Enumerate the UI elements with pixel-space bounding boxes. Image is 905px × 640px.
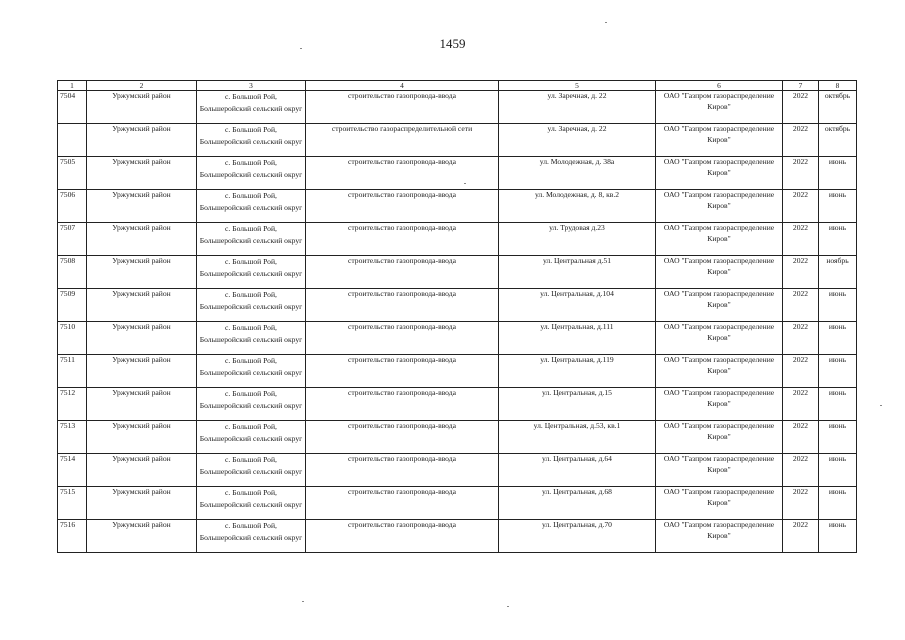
locality-cell: с. Большой Рой, Большеройский сельский округ — [197, 388, 306, 421]
month-cell: июнь — [819, 157, 857, 190]
locality-cell: с. Большой Рой, Большеройский сельский округ — [197, 289, 306, 322]
year-cell: 2022 — [783, 124, 819, 157]
work-type-cell: строительство газопровода-ввода — [306, 355, 499, 388]
month-cell: июнь — [819, 190, 857, 223]
district-cell: Уржумский район — [87, 520, 197, 553]
organization-cell: ОАО "Газпром газораспределение Киров" — [656, 91, 783, 124]
year-cell: 2022 — [783, 454, 819, 487]
locality-cell: с. Большой Рой, Большеройский сельский округ — [197, 520, 306, 553]
month-cell: июнь — [819, 454, 857, 487]
address-cell: ул. Центральная, д.68 — [499, 487, 656, 520]
work-type-cell: строительство газопровода-ввода — [306, 256, 499, 289]
locality-cell: с. Большой Рой, Большеройский сельский округ — [197, 124, 306, 157]
year-cell: 2022 — [783, 157, 819, 190]
locality-cell: с. Большой Рой, Большеройский сельский округ — [197, 454, 306, 487]
locality-cell: с. Большой Рой, Большеройский сельский округ — [197, 157, 306, 190]
register-table — [57, 80, 857, 553]
month-cell: октябрь — [819, 124, 857, 157]
year-cell: 2022 — [783, 520, 819, 553]
district-cell: Уржумский район — [87, 157, 197, 190]
address-cell: ул. Трудовая д.23 — [499, 223, 656, 256]
row-number: 7516 — [58, 520, 87, 553]
locality-cell: с. Большой Рой, Большеройский сельский округ — [197, 256, 306, 289]
locality-cell: с. Большой Рой, Большеройский сельский округ — [197, 91, 306, 124]
scan-speck — [464, 183, 466, 184]
scan-speck — [302, 601, 304, 602]
organization-cell: ОАО "Газпром газораспределение Киров" — [656, 289, 783, 322]
month-cell: июнь — [819, 388, 857, 421]
district-cell: Уржумский район — [87, 91, 197, 124]
month-cell: июнь — [819, 520, 857, 553]
locality-cell: с. Большой Рой, Большеройский сельский округ — [197, 355, 306, 388]
organization-cell: ОАО "Газпром газораспределение Киров" — [656, 322, 783, 355]
address-cell: ул. Молодежная, д. 8, кв.2 — [499, 190, 656, 223]
district-cell: Уржумский район — [87, 289, 197, 322]
work-type-cell: строительство газопровода-ввода — [306, 289, 499, 322]
month-cell: июнь — [819, 289, 857, 322]
month-cell: июнь — [819, 421, 857, 454]
address-cell: ул. Центральная, д.111 — [499, 322, 656, 355]
address-cell: ул. Заречная, д. 22 — [499, 91, 656, 124]
organization-cell: ОАО "Газпром газораспределение Киров" — [656, 190, 783, 223]
column-header-3: 3 — [197, 81, 306, 91]
work-type-cell: строительство газопровода-ввода — [306, 487, 499, 520]
work-type-cell: строительство газопровода-ввода — [306, 322, 499, 355]
work-type-cell: строительство газопровода-ввода — [306, 91, 499, 124]
organization-cell: ОАО "Газпром газораспределение Киров" — [656, 487, 783, 520]
organization-cell: ОАО "Газпром газораспределение Киров" — [656, 355, 783, 388]
address-cell: ул. Молодежная, д. 38а — [499, 157, 656, 190]
address-cell: ул. Центральная, д.64 — [499, 454, 656, 487]
address-cell: ул. Центральная, д.15 — [499, 388, 656, 421]
row-number: 7505 — [58, 157, 87, 190]
organization-cell: ОАО "Газпром газораспределение Киров" — [656, 223, 783, 256]
work-type-cell: строительство газопровода-ввода — [306, 454, 499, 487]
table-row — [58, 289, 857, 322]
district-cell: Уржумский район — [87, 355, 197, 388]
table-row — [58, 322, 857, 355]
table-row — [58, 190, 857, 223]
column-header-2: 2 — [87, 81, 197, 91]
address-cell: ул. Центральная, д.70 — [499, 520, 656, 553]
district-cell: Уржумский район — [87, 487, 197, 520]
work-type-cell: строительство газопровода-ввода — [306, 520, 499, 553]
address-cell: ул. Центральная д.51 — [499, 256, 656, 289]
table-header-row — [58, 81, 857, 91]
table-row — [58, 124, 857, 157]
month-cell: июнь — [819, 322, 857, 355]
month-cell: июнь — [819, 223, 857, 256]
column-header-4: 4 — [306, 81, 499, 91]
work-type-cell: строительство газопровода-ввода — [306, 223, 499, 256]
organization-cell: ОАО "Газпром газораспределение Киров" — [656, 124, 783, 157]
row-number: 7508 — [58, 256, 87, 289]
work-type-cell: строительство газопровода-ввода — [306, 190, 499, 223]
row-number: 7510 — [58, 322, 87, 355]
address-cell: ул. Центральная, д.104 — [499, 289, 656, 322]
year-cell: 2022 — [783, 91, 819, 124]
work-type-cell: строительство газопровода-ввода — [306, 388, 499, 421]
organization-cell: ОАО "Газпром газораспределение Киров" — [656, 520, 783, 553]
table-row — [58, 520, 857, 553]
year-cell: 2022 — [783, 322, 819, 355]
row-number: 7514 — [58, 454, 87, 487]
locality-cell: с. Большой Рой, Большеройский сельский округ — [197, 421, 306, 454]
table-body — [58, 91, 857, 553]
organization-cell: ОАО "Газпром газораспределение Киров" — [656, 256, 783, 289]
table-row — [58, 355, 857, 388]
year-cell: 2022 — [783, 289, 819, 322]
table-row — [58, 157, 857, 190]
year-cell: 2022 — [783, 355, 819, 388]
district-cell: Уржумский район — [87, 322, 197, 355]
row-number: 7515 — [58, 487, 87, 520]
address-cell: ул. Заречная, д. 22 — [499, 124, 656, 157]
row-number — [58, 124, 87, 157]
district-cell: Уржумский район — [87, 421, 197, 454]
row-number: 7504 — [58, 91, 87, 124]
address-cell: ул. Центральная, д.53, кв.1 — [499, 421, 656, 454]
row-number: 7509 — [58, 289, 87, 322]
organization-cell: ОАО "Газпром газораспределение Киров" — [656, 421, 783, 454]
row-number: 7507 — [58, 223, 87, 256]
scan-speck — [507, 606, 509, 607]
page-number: 1459 — [439, 36, 466, 51]
table-row — [58, 421, 857, 454]
row-number: 7511 — [58, 355, 87, 388]
year-cell: 2022 — [783, 487, 819, 520]
district-cell: Уржумский район — [87, 223, 197, 256]
scan-speck — [605, 22, 607, 23]
year-cell: 2022 — [783, 223, 819, 256]
district-cell: Уржумский район — [87, 124, 197, 157]
work-type-cell: строительство газопровода-ввода — [306, 421, 499, 454]
month-cell: ноябрь — [819, 256, 857, 289]
organization-cell: ОАО "Газпром газораспределение Киров" — [656, 454, 783, 487]
year-cell: 2022 — [783, 421, 819, 454]
year-cell: 2022 — [783, 256, 819, 289]
address-cell: ул. Центральная, д.119 — [499, 355, 656, 388]
row-number: 7506 — [58, 190, 87, 223]
column-header-7: 7 — [783, 81, 819, 91]
month-cell: июнь — [819, 355, 857, 388]
locality-cell: с. Большой Рой, Большеройский сельский округ — [197, 322, 306, 355]
district-cell: Уржумский район — [87, 388, 197, 421]
work-type-cell: строительство газопровода-ввода — [306, 157, 499, 190]
month-cell: июнь — [819, 487, 857, 520]
work-type-cell: строительство газораспределительной сети — [306, 124, 499, 157]
column-header-5: 5 — [499, 81, 656, 91]
column-header-6: 6 — [656, 81, 783, 91]
locality-cell: с. Большой Рой, Большеройский сельский округ — [197, 223, 306, 256]
year-cell: 2022 — [783, 388, 819, 421]
row-number: 7513 — [58, 421, 87, 454]
month-cell: октябрь — [819, 91, 857, 124]
column-header-8: 8 — [819, 81, 857, 91]
district-cell: Уржумский район — [87, 190, 197, 223]
table-row — [58, 487, 857, 520]
scan-speck — [300, 48, 302, 49]
table-row — [58, 388, 857, 421]
table-row — [58, 256, 857, 289]
year-cell: 2022 — [783, 190, 819, 223]
district-cell: Уржумский район — [87, 454, 197, 487]
locality-cell: с. Большой Рой, Большеройский сельский округ — [197, 487, 306, 520]
row-number: 7512 — [58, 388, 87, 421]
table-row — [58, 223, 857, 256]
district-cell: Уржумский район — [87, 256, 197, 289]
scan-speck — [880, 405, 882, 406]
organization-cell: ОАО "Газпром газораспределение Киров" — [656, 157, 783, 190]
table-row — [58, 91, 857, 124]
locality-cell: с. Большой Рой, Большеройский сельский округ — [197, 190, 306, 223]
table-row — [58, 454, 857, 487]
organization-cell: ОАО "Газпром газораспределение Киров" — [656, 388, 783, 421]
column-header-1: 1 — [58, 81, 87, 91]
